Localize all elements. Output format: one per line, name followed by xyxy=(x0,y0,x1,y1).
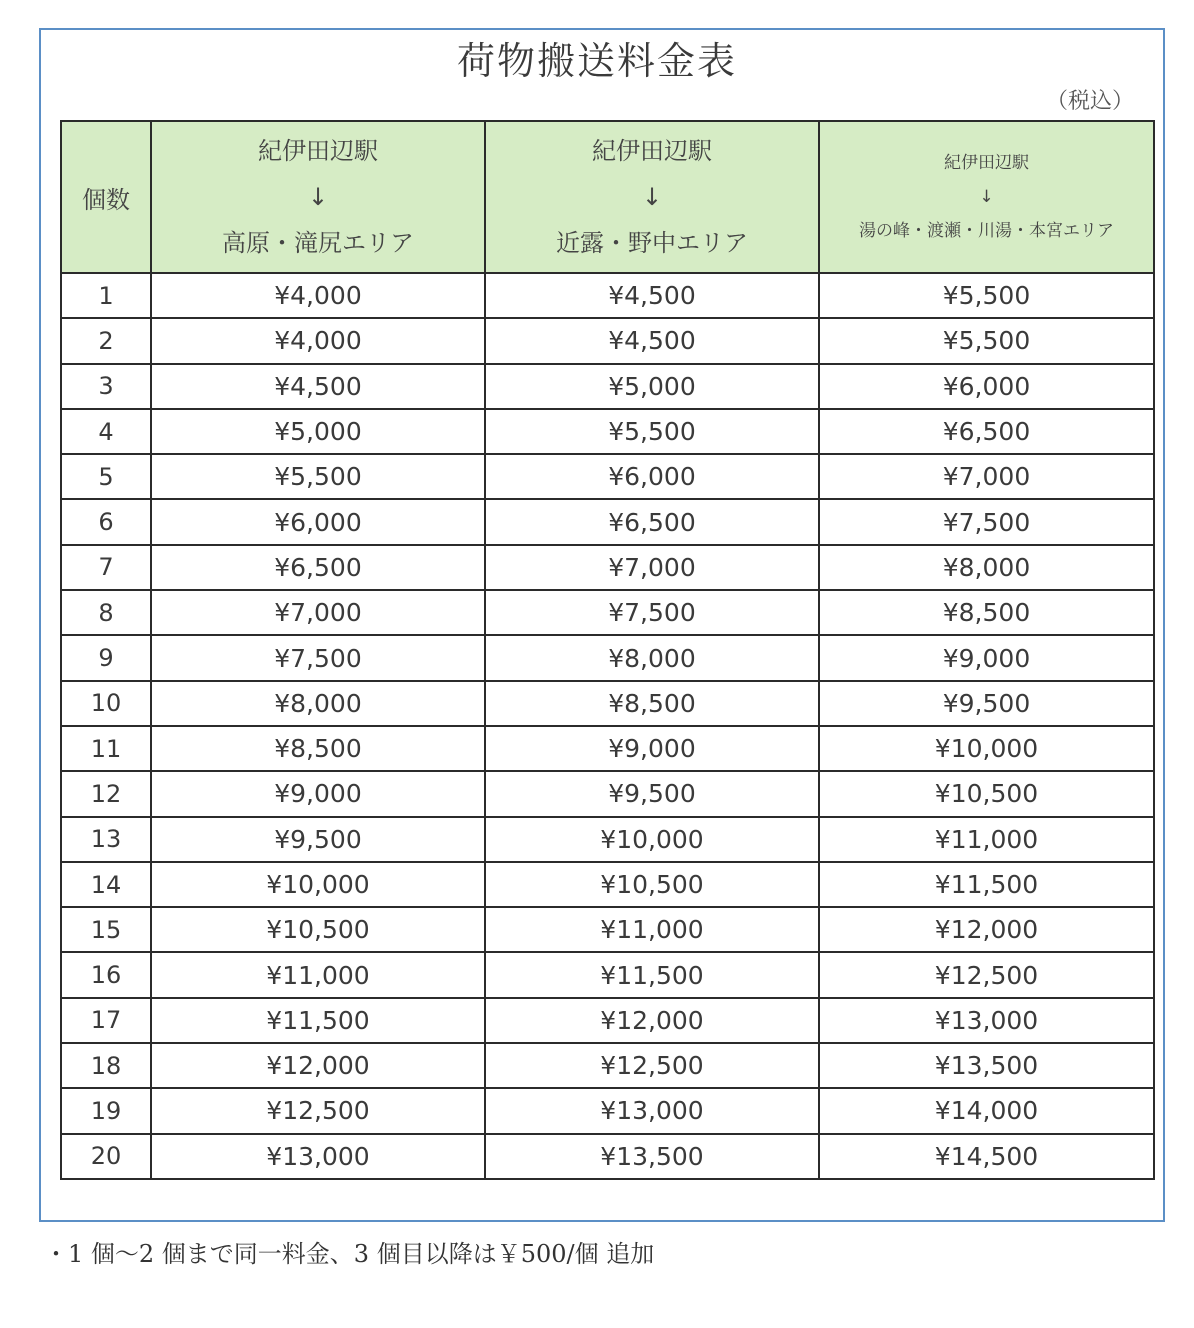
arrow-down-icon: ↓ xyxy=(641,183,663,211)
price-cell: ¥13,000 xyxy=(485,1088,819,1133)
price-cell: ¥9,000 xyxy=(485,726,819,771)
price-cell: ¥8,500 xyxy=(485,681,819,726)
table-row xyxy=(61,635,1154,680)
price-cell: ¥11,500 xyxy=(819,862,1154,907)
tax-included-note: （税込） xyxy=(1045,89,1134,114)
count-cell: 12 xyxy=(61,771,151,816)
count-cell: 2 xyxy=(61,318,151,363)
table-row xyxy=(61,681,1154,726)
price-cell: ¥5,500 xyxy=(485,409,819,454)
price-cell: ¥12,500 xyxy=(819,952,1154,997)
table-row xyxy=(61,862,1154,907)
count-cell: 4 xyxy=(61,409,151,454)
price-cell: ¥7,500 xyxy=(819,499,1154,544)
table-row xyxy=(61,1134,1154,1179)
price-cell: ¥8,500 xyxy=(151,726,485,771)
table-row xyxy=(61,273,1154,318)
header-count: 個数 xyxy=(61,121,151,273)
price-cell: ¥10,500 xyxy=(819,771,1154,816)
price-cell: ¥6,000 xyxy=(485,454,819,499)
price-cell: ¥4,500 xyxy=(151,364,485,409)
price-cell: ¥12,500 xyxy=(485,1043,819,1088)
price-cell: ¥12,000 xyxy=(819,907,1154,952)
price-cell: ¥4,000 xyxy=(151,273,485,318)
price-cell: ¥8,000 xyxy=(151,681,485,726)
count-cell: 10 xyxy=(61,681,151,726)
arrow-down-icon: ↓ xyxy=(307,183,329,211)
price-cell: ¥11,000 xyxy=(151,952,485,997)
header-route-3-to: 湯の峰・渡瀬・川湯・本宮エリア xyxy=(859,221,1114,241)
price-cell: ¥8,000 xyxy=(485,635,819,680)
price-cell: ¥5,500 xyxy=(151,454,485,499)
count-cell: 3 xyxy=(61,364,151,409)
price-cell: ¥5,000 xyxy=(485,364,819,409)
price-cell: ¥12,000 xyxy=(485,998,819,1043)
price-cell: ¥10,000 xyxy=(151,862,485,907)
table-row xyxy=(61,364,1154,409)
count-cell: 11 xyxy=(61,726,151,771)
price-cell: ¥6,500 xyxy=(485,499,819,544)
header-route-3-from: 紀伊田辺駅 xyxy=(944,153,1029,173)
price-cell: ¥12,000 xyxy=(151,1043,485,1088)
price-cell: ¥9,500 xyxy=(151,817,485,862)
table-row xyxy=(61,454,1154,499)
price-cell: ¥4,500 xyxy=(485,273,819,318)
price-cell: ¥12,500 xyxy=(151,1088,485,1133)
count-cell: 8 xyxy=(61,590,151,635)
table-row xyxy=(61,817,1154,862)
price-cell: ¥10,000 xyxy=(485,817,819,862)
header-route-2-from: 紀伊田辺駅 xyxy=(592,137,712,165)
price-cell: ¥9,500 xyxy=(485,771,819,816)
page-title: 荷物搬送料金表 xyxy=(456,39,737,83)
header-route-1-from: 紀伊田辺駅 xyxy=(258,137,378,165)
price-cell: ¥5,000 xyxy=(151,409,485,454)
price-cell: ¥10,500 xyxy=(151,907,485,952)
price-cell: ¥14,500 xyxy=(819,1134,1154,1179)
price-cell: ¥7,000 xyxy=(151,590,485,635)
table-row xyxy=(61,952,1154,997)
price-cell: ¥6,000 xyxy=(819,364,1154,409)
price-cell: ¥13,500 xyxy=(819,1043,1154,1088)
price-cell: ¥13,000 xyxy=(819,998,1154,1043)
count-cell: 16 xyxy=(61,952,151,997)
price-cell: ¥5,500 xyxy=(819,273,1154,318)
price-cell: ¥7,500 xyxy=(151,635,485,680)
table-row xyxy=(61,318,1154,363)
price-cell: ¥11,000 xyxy=(819,817,1154,862)
table-header-row xyxy=(61,121,1154,273)
table-row xyxy=(61,771,1154,816)
count-cell: 18 xyxy=(61,1043,151,1088)
table-row xyxy=(61,545,1154,590)
price-cell: ¥10,500 xyxy=(485,862,819,907)
table-row xyxy=(61,998,1154,1043)
header-route-2 xyxy=(485,121,819,273)
count-cell: 9 xyxy=(61,635,151,680)
table-row xyxy=(61,590,1154,635)
header-route-1 xyxy=(151,121,485,273)
price-cell: ¥13,500 xyxy=(485,1134,819,1179)
footnote: ・1 個～2 個まで同一料金、3 個目以降は￥500/個 追加 xyxy=(44,1240,655,1268)
price-cell: ¥7,000 xyxy=(485,545,819,590)
price-cell: ¥9,000 xyxy=(151,771,485,816)
price-cell: ¥9,500 xyxy=(819,681,1154,726)
table-row xyxy=(61,499,1154,544)
price-cell: ¥4,500 xyxy=(485,318,819,363)
price-cell: ¥11,500 xyxy=(151,998,485,1043)
header-route-1-to: 高原・滝尻エリア xyxy=(222,229,414,257)
count-cell: 7 xyxy=(61,545,151,590)
price-cell: ¥4,000 xyxy=(151,318,485,363)
table-row xyxy=(61,907,1154,952)
table-row xyxy=(61,726,1154,771)
fee-table xyxy=(60,120,1155,1180)
count-cell: 14 xyxy=(61,862,151,907)
price-cell: ¥14,000 xyxy=(819,1088,1154,1133)
table-row xyxy=(61,409,1154,454)
table-row xyxy=(61,1043,1154,1088)
price-cell: ¥6,000 xyxy=(151,499,485,544)
price-cell: ¥6,500 xyxy=(819,409,1154,454)
price-cell: ¥7,500 xyxy=(485,590,819,635)
count-cell: 13 xyxy=(61,817,151,862)
table-row xyxy=(61,1088,1154,1133)
price-cell: ¥5,500 xyxy=(819,318,1154,363)
count-cell: 15 xyxy=(61,907,151,952)
price-cell: ¥11,000 xyxy=(485,907,819,952)
fee-table-body xyxy=(61,273,1154,1179)
count-cell: 20 xyxy=(61,1134,151,1179)
header-route-3 xyxy=(819,121,1154,273)
price-cell: ¥13,000 xyxy=(151,1134,485,1179)
price-cell: ¥6,500 xyxy=(151,545,485,590)
price-cell: ¥8,500 xyxy=(819,590,1154,635)
header-route-2-to: 近露・野中エリア xyxy=(556,229,748,257)
count-cell: 19 xyxy=(61,1088,151,1133)
count-cell: 1 xyxy=(61,273,151,318)
price-cell: ¥10,000 xyxy=(819,726,1154,771)
price-cell: ¥9,000 xyxy=(819,635,1154,680)
count-cell: 6 xyxy=(61,499,151,544)
count-cell: 5 xyxy=(61,454,151,499)
price-cell: ¥7,000 xyxy=(819,454,1154,499)
arrow-down-icon: ↓ xyxy=(979,187,994,207)
count-cell: 17 xyxy=(61,998,151,1043)
price-cell: ¥8,000 xyxy=(819,545,1154,590)
price-cell: ¥11,500 xyxy=(485,952,819,997)
